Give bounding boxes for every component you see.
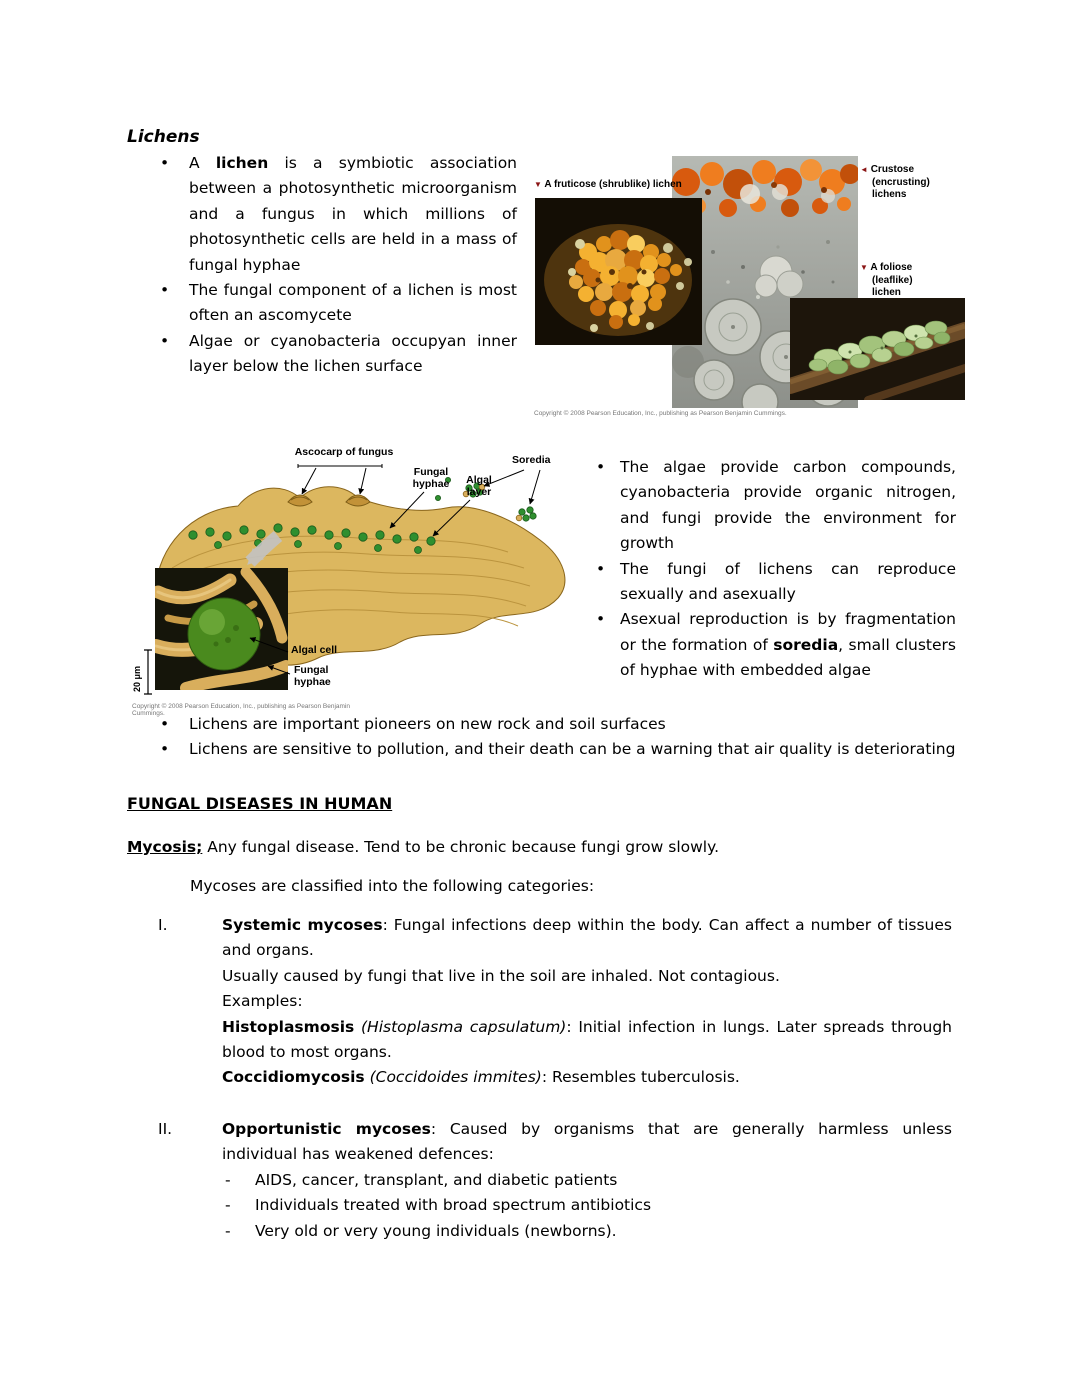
fungal-hyphae-bottom-label xyxy=(294,664,338,688)
soredia-label: Soredia xyxy=(512,454,551,466)
foliose-label-line: A foliose xyxy=(870,262,913,273)
paragraph: Usually caused by fungi that live in the soil are inhaled. Not contagious. xyxy=(222,966,780,985)
fungal-diseases-heading: FUNGAL DISEASES IN HUMAN xyxy=(127,794,393,813)
closing-bullet-list xyxy=(155,712,957,763)
systemic-mycoses-text xyxy=(222,913,952,1091)
lichen-anatomy-diagram xyxy=(128,440,590,725)
algal-cell-label: Algal cell xyxy=(291,644,338,656)
dash-list-item xyxy=(222,1193,952,1218)
lichen-photos-figure xyxy=(528,152,968,424)
fruticose-label xyxy=(534,179,682,192)
paragraph: Examples: xyxy=(222,992,303,1011)
label-line: Fungal xyxy=(413,466,449,478)
lichens-bullet-list xyxy=(155,151,517,380)
dash-list-item xyxy=(222,1168,952,1193)
bullet-icon: • xyxy=(160,281,170,300)
algal-layer-label xyxy=(460,474,498,498)
list-item-text: A lichen is a symbiotic association between a photosynthetic microorganism and a fungus in which millions of photosynthetic cells are held in a mass of fungal hyphae xyxy=(189,154,518,274)
list-item-text: Lichens are sensitive to pollution, and their death can be a warning that air quality is deteriorating xyxy=(189,740,956,759)
list-item xyxy=(155,278,517,329)
bullet-icon: • xyxy=(596,610,606,629)
ascocarp-label: Ascocarp of fungus xyxy=(294,446,394,458)
list-item xyxy=(155,329,517,380)
mycosis-definition: Mycosis; Any fungal disease. Tend to be chronic because fungi grow slowly. xyxy=(127,838,719,856)
list-item-text: Asexual reproduction is by fragmentation or the formation of soredia, small clusters of hyphae with embedded algae xyxy=(620,610,956,680)
label-line: hyphae xyxy=(412,478,450,491)
fruticose-label-text: A fruticose (shrublike) lichen xyxy=(541,179,682,190)
opportunistic-mycoses-item xyxy=(158,1117,952,1244)
crustose-label-line: (encrusting) xyxy=(872,176,930,188)
list-item xyxy=(588,455,956,557)
opportunistic-mycoses-text xyxy=(222,1117,952,1244)
list-item xyxy=(588,607,956,683)
algae-bullet-list xyxy=(588,455,956,684)
bullet-icon: • xyxy=(596,458,606,476)
bullet-icon: • xyxy=(160,154,170,172)
list-item-text: Lichens are important pioneers on new rock and soil surfaces xyxy=(189,715,666,733)
triangle-left-icon: ◄ xyxy=(860,165,868,174)
foliose-label xyxy=(860,262,960,300)
foliose-label-line: (leaflike) xyxy=(872,274,913,286)
dash-icon: - xyxy=(225,1221,231,1240)
dash-icon: - xyxy=(225,1170,231,1189)
label-line: Algal xyxy=(466,474,492,486)
foliose-photo xyxy=(790,298,965,400)
figure-credit: Copyright © 2008 Pearson Education, Inc., publishing as Pearson Benjamin Cummings. xyxy=(132,703,350,718)
roman-numeral: II. xyxy=(158,1120,173,1138)
list-item-text: The fungi of lichens can reproduce sexually and asexually xyxy=(620,559,956,604)
fungal-hyphae-top-label xyxy=(408,466,454,490)
triangle-down-icon: ▼ xyxy=(860,263,868,272)
dash-item-text: Individuals treated with broad spectrum antibiotics xyxy=(255,1196,652,1215)
crustose-label-line: lichens xyxy=(872,189,907,200)
systemic-mycoses-item xyxy=(158,913,952,1091)
crustose-label xyxy=(860,164,960,202)
list-item xyxy=(155,712,957,737)
list-item-text: Algae or cyanobacteria occupyan inner layer below the lichen surface xyxy=(189,331,517,376)
dash-item-text: Very old or very young individuals (newborns). xyxy=(255,1221,617,1240)
list-item xyxy=(155,151,517,278)
bullet-icon: • xyxy=(160,715,170,733)
bullet-icon: • xyxy=(160,740,170,759)
list-item-text: The fungal component of a lichen is most often an ascomycete xyxy=(189,281,517,325)
paragraph: Histoplasmosis (Histoplasma capsulatum): Initial infection in lungs. Later spreads through blood to most organs. xyxy=(222,1017,952,1062)
bullet-icon: • xyxy=(596,559,606,578)
dash-list-item xyxy=(222,1219,952,1244)
classification-line: Mycoses are classified into the following categories: xyxy=(190,877,595,895)
paragraph: Coccidiomycosis (Coccidoides immites): Resembles tuberculosis. xyxy=(222,1068,740,1087)
scale-label: 20 μm xyxy=(132,665,142,692)
label-line: hyphae xyxy=(294,676,331,689)
paragraph: Opportunistic mycoses: Caused by organisms that are generally harmless unless individual has weakened defences: xyxy=(222,1120,952,1164)
foliose-label-line: lichen xyxy=(872,287,901,298)
fruticose-photo xyxy=(535,198,702,345)
label-line: Fungal xyxy=(294,664,329,676)
dash-icon: - xyxy=(225,1196,231,1215)
roman-numeral: I. xyxy=(158,916,168,934)
dash-item-text: AIDS, cancer, transplant, and diabetic patients xyxy=(255,1170,618,1189)
list-item xyxy=(588,557,956,608)
triangle-down-icon: ▼ xyxy=(534,180,542,189)
figure-credit: Copyright © 2008 Pearson Education, Inc., publishing as Pearson Benjamin Cummings. xyxy=(534,410,787,417)
list-item-text: The algae provide carbon compounds, cyanobacteria provide organic nitrogen, and fungi provide the environment for growth xyxy=(620,458,956,553)
label-line: layer xyxy=(466,486,492,499)
algal-cell-inset xyxy=(155,568,288,690)
scale-bar xyxy=(144,650,152,694)
paragraph: Systemic mycoses: Fungal infections deep within the body. Can affect a number of tissues and organs. xyxy=(222,916,952,960)
list-item xyxy=(155,737,957,762)
lichen-cross-section-image xyxy=(128,440,588,720)
crustose-label-line: Crustose xyxy=(870,164,915,175)
bullet-icon: • xyxy=(160,331,170,350)
lichens-heading: Lichens xyxy=(127,127,200,147)
